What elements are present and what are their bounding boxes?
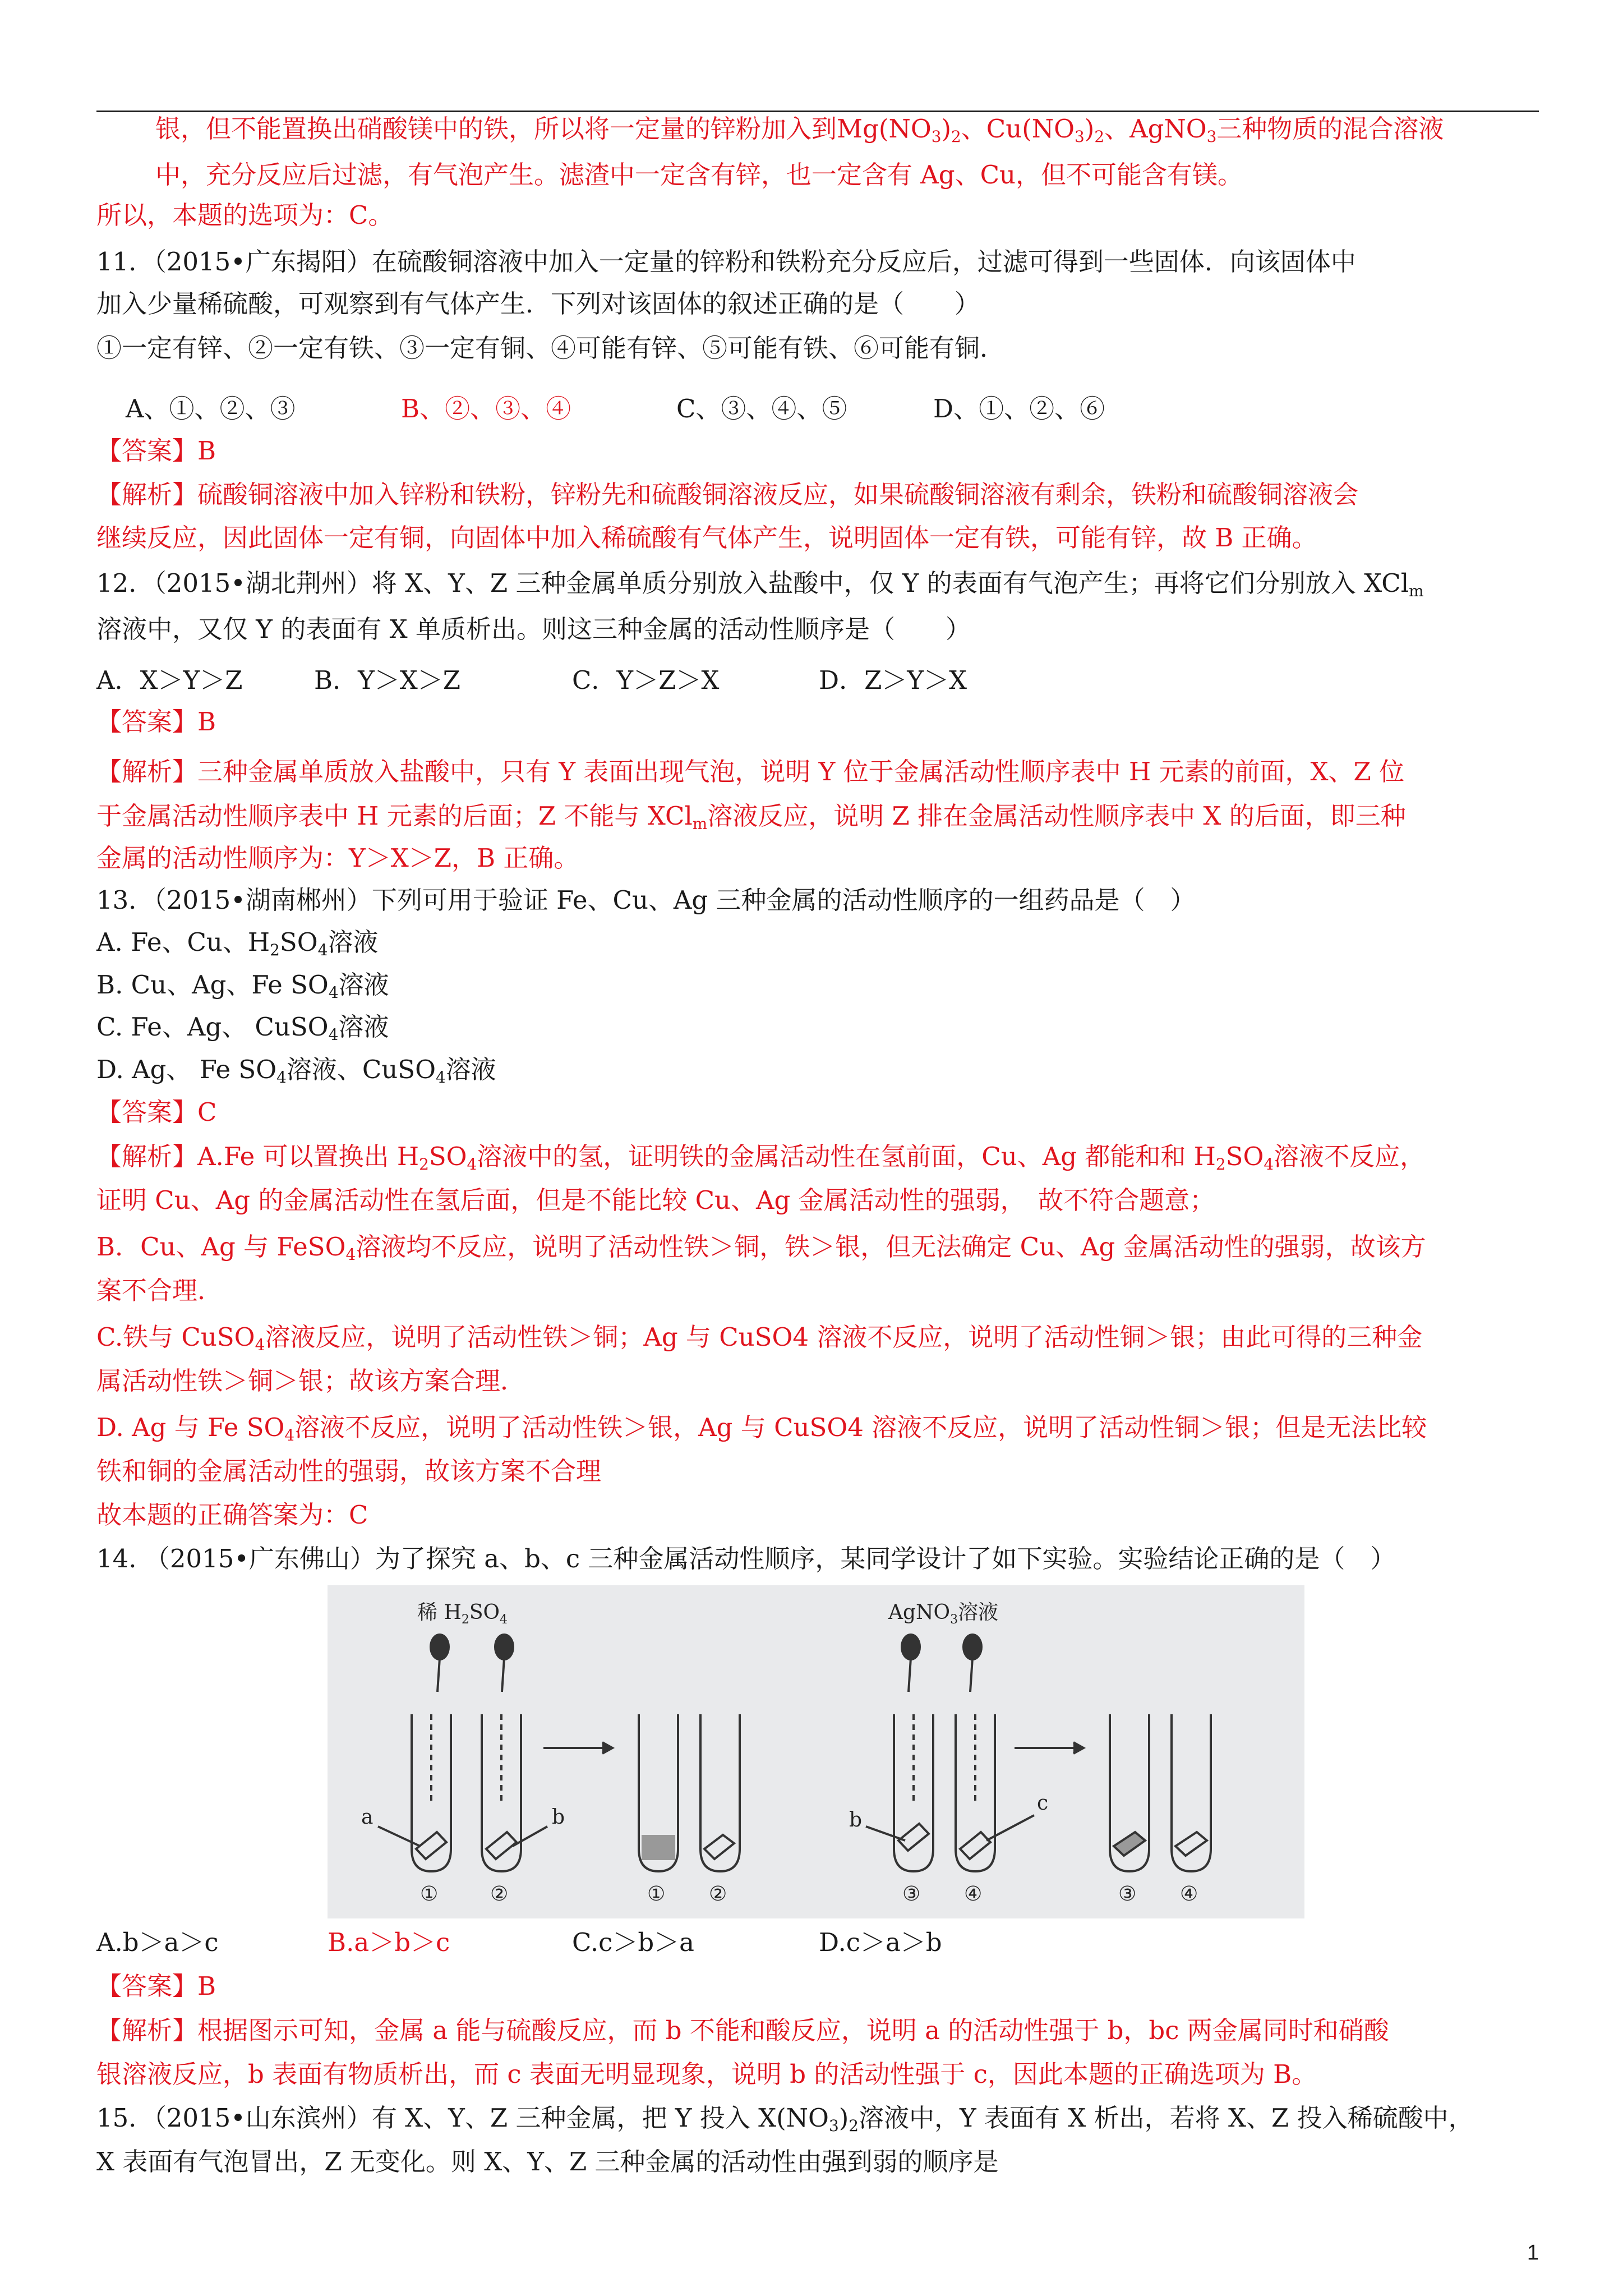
q13-analysis-b-line-1: B．Cu、Ag 与 FeSO$_4$溶液均不反应，说明了活动性铁＞铜，铁＞银，但无法确定 Cu、Ag 金属活动性的强弱，故该方 <box>96 1232 1426 1264</box>
q11-stem-line-1: 11．（2015•广东揭阳）在硫酸铜溶液中加入一定量的锌粉和铁粉充分反应后，过滤可得到一些固体．向该固体中 <box>96 247 1356 277</box>
tube-num-1-after: ① <box>647 1883 666 1906</box>
tube-num-1: ① <box>420 1883 439 1906</box>
q13-option-b: B. Cu、Ag、Fe $SO_4$溶液 <box>96 970 389 1002</box>
q11-option-c: C、③、④、⑤ <box>676 394 847 424</box>
q13-analysis-d-line-1: D. Ag 与 Fe $SO_4$溶液不反应，说明了活动性铁＞银，Ag 与 CuSO4 溶液不反应，说明了活动性铜＞银；但是无法比较 <box>96 1412 1427 1444</box>
tube-num-3: ③ <box>902 1883 921 1906</box>
q12-option-c: C．Y＞Z＞X <box>572 665 720 695</box>
q13-analysis-c-line-1: C.铁与 CuSO$_4$溶液反应，说明了活动性铁＞铜；Ag 与 CuSO4 溶液不反应，说明了活动性铜＞银；由此可得的三种金 <box>96 1322 1423 1354</box>
q12-option-d: D．Z＞Y＞X <box>819 665 967 695</box>
prev-answer-summary: 所以，本题的选项为：C。 <box>96 200 394 230</box>
q13-option-d: D. Ag、 Fe $SO_4$溶液、CuSO$_4$溶液 <box>96 1055 496 1087</box>
q14-option-b: B.a＞b＞c <box>328 1927 450 1957</box>
q14-analysis-line-2: 银溶液反应，b 表面有物质析出，而 c 表面无明显现象，说明 b 的活动性强于 c，因此本题的正确选项为 B。 <box>96 2059 1317 2089</box>
tube-num-2: ② <box>490 1883 509 1906</box>
tube-num-4: ④ <box>964 1883 983 1906</box>
q11-analysis-line-2: 继续反应，因此固体一定有铜，向固体中加入稀硫酸有气体产生，说明固体一定有铁，可能有锌，故 B 正确。 <box>96 523 1317 553</box>
q14-experiment-figure <box>328 1585 1304 1918</box>
q13-analysis-d-line-2: 铁和铜的金属活动性的强弱，故该方案不合理 <box>96 1456 602 1486</box>
dropper-2-icon <box>495 1635 513 1692</box>
test-tube-3-icon <box>894 1714 933 1871</box>
label-b2: b <box>849 1809 863 1832</box>
test-tube-3-after-icon <box>1110 1714 1149 1871</box>
dropper-4-icon <box>963 1635 981 1692</box>
q11-stem-line-2: 加入少量稀硫酸，可观察到有气体产生．下列对该固体的叙述正确的是（ ） <box>96 289 980 319</box>
tube-num-4-after: ④ <box>1180 1883 1198 1906</box>
label-c: c <box>1037 1792 1049 1815</box>
q14-stem: 14. （2015•广东佛山）为了探究 a、b、c 三种金属活动性顺序，某同学设计了如下实验。实验结论正确的是（ ） <box>96 1544 1396 1573</box>
q11-stem-line-3: ①一定有锌、②一定有铁、③一定有铜、④可能有锌、⑤可能有铁、⑥可能有铜． <box>96 333 1006 363</box>
test-tube-4-icon <box>956 1714 995 1871</box>
q13-answer: 【答案】C <box>96 1097 217 1127</box>
tube-num-3-after: ③ <box>1118 1883 1137 1906</box>
q12-stem-line-1: 12．（2015•湖北荆州）将 X、Y、Z 三种金属单质分别放入盐酸中，仅 Y 的表面有气泡产生；再将它们分别放入 XCl$_m$ <box>96 568 1424 600</box>
tube-num-2-after: ② <box>709 1883 727 1906</box>
q11-option-b: B、②、③、④ <box>401 394 571 424</box>
q11-analysis-line-1: 【解析】硫酸铜溶液中加入锌粉和铁粉，锌粉先和硫酸铜溶液反应，如果硫酸铜溶液有剩余，铁粉和硫酸铜溶液会 <box>96 480 1359 509</box>
test-tube-2-after-icon <box>700 1714 740 1871</box>
q14-analysis-line-1: 【解析】根据图示可知，金属 a 能与硫酸反应，而 b 不能和酸反应，说明 a 的活动性强于 b，bc 两金属同时和硝酸 <box>96 2016 1389 2045</box>
q14-answer: 【答案】B <box>96 1971 216 2001</box>
q13-stem: 13．（2015•湖南郴州）下列可用于验证 Fe、Cu、Ag 三种金属的活动性顺序的一组药品是（ ） <box>96 885 1196 915</box>
q14-option-d: D.c＞a＞b <box>819 1927 942 1957</box>
q12-stem-line-2: 溶液中，又仅 Y 的表面有 X 单质析出。则这三种金属的活动性顺序是（ ） <box>96 614 971 644</box>
label-b: b <box>552 1806 565 1829</box>
q12-analysis-line-2: 于金属活动性顺序表中 H 元素的后面；Z 不能与 XCl$_m$溶液反应，说明 Z 排在金属活动性顺序表中 X 的后面，即三种 <box>96 801 1406 833</box>
q13-analysis-a-line-1: 【解析】A.Fe 可以置换出 $H_2SO_4$溶液中的氢，证明铁的金属活动性在氢前面，Cu、Ag 都能和和 $H_2SO_4$溶液不反应， <box>96 1142 1426 1174</box>
test-tube-1-icon <box>412 1714 451 1871</box>
q13-final-answer: 故本题的正确答案为：C <box>96 1500 368 1530</box>
q13-option-a: A. Fe、Cu、$H_2SO_4$溶液 <box>96 927 379 959</box>
test-tube-1-after-icon <box>639 1714 678 1871</box>
q11-option-a: A、①、②、③ <box>126 394 296 424</box>
q15-stem-line-1: 15．（2015•山东滨州）有 X、Y、Z 三种金属，把 Y 投入 $X(NO_3)_2$溶液中，Y 表面有 X 析出，若将 X、Z 投入稀硫酸中， <box>96 2103 1474 2135</box>
q13-analysis-c-line-2: 属活动性铁＞铜＞银；故该方案合理． <box>96 1366 526 1396</box>
q12-option-b: B．Y＞X＞Z <box>314 665 461 695</box>
prev-analysis-line-1: 银，但不能置换出硝酸镁中的铁，所以将一定量的锌粉加入到$Mg(NO_3)_2$、$Cu(NO_3)_2$、AgNO$_3$三种物质的混合溶液 <box>155 114 1444 146</box>
q11-option-d: D、①、②、⑥ <box>933 394 1105 424</box>
q15-stem-line-2: X 表面有气泡冒出，Z 无变化。则 X、Y、Z 三种金属的活动性由强到弱的顺序是 <box>96 2147 999 2177</box>
q12-analysis-line-1: 【解析】三种金属单质放入盐酸中，只有 Y 表面出现气泡，说明 Y 位于金属活动性顺序表中 H 元素的前面，X、Z 位 <box>96 757 1405 786</box>
arrow-right-icon <box>543 1742 612 1754</box>
q12-option-a: A．X＞Y＞Z <box>96 665 243 695</box>
label-agno3: AgNO$_3$溶液 <box>888 1601 999 1627</box>
prev-analysis-line-2: 中，充分反应后过滤，有气泡产生。滤渣中一定含有锌，也一定含有 Ag、Cu，但不可能含有镁。 <box>155 160 1243 190</box>
q11-answer: 【答案】B <box>96 436 216 466</box>
test-tube-4-after-icon <box>1172 1714 1211 1871</box>
q13-analysis-a-line-2: 证明 Cu、Ag 的金属活动性在氢后面，但是不能比较 Cu、Ag 金属活动性的强弱， 故不符合题意； <box>96 1185 1215 1215</box>
q12-answer: 【答案】B <box>96 707 216 737</box>
q13-option-c: C. Fe、Ag、 CuSO$_4$溶液 <box>96 1012 389 1044</box>
q12-analysis-line-3: 金属的活动性顺序为：Y＞X＞Z，B 正确。 <box>96 843 579 873</box>
q13-analysis-b-line-2: 案不合理． <box>96 1276 223 1305</box>
dropper-1-icon <box>431 1635 449 1692</box>
q14-option-a: A.b＞a＞c <box>96 1927 219 1957</box>
page-number: 1 <box>1527 2241 1539 2265</box>
test-tube-2-icon <box>482 1714 521 1871</box>
dropper-3-icon <box>902 1635 920 1692</box>
q14-option-c: C.c＞b＞a <box>572 1927 694 1957</box>
arrow-right-2-icon <box>1015 1742 1083 1754</box>
label-a: a <box>361 1806 374 1829</box>
label-h2so4: 稀 $H_2SO_4$ <box>417 1601 508 1627</box>
